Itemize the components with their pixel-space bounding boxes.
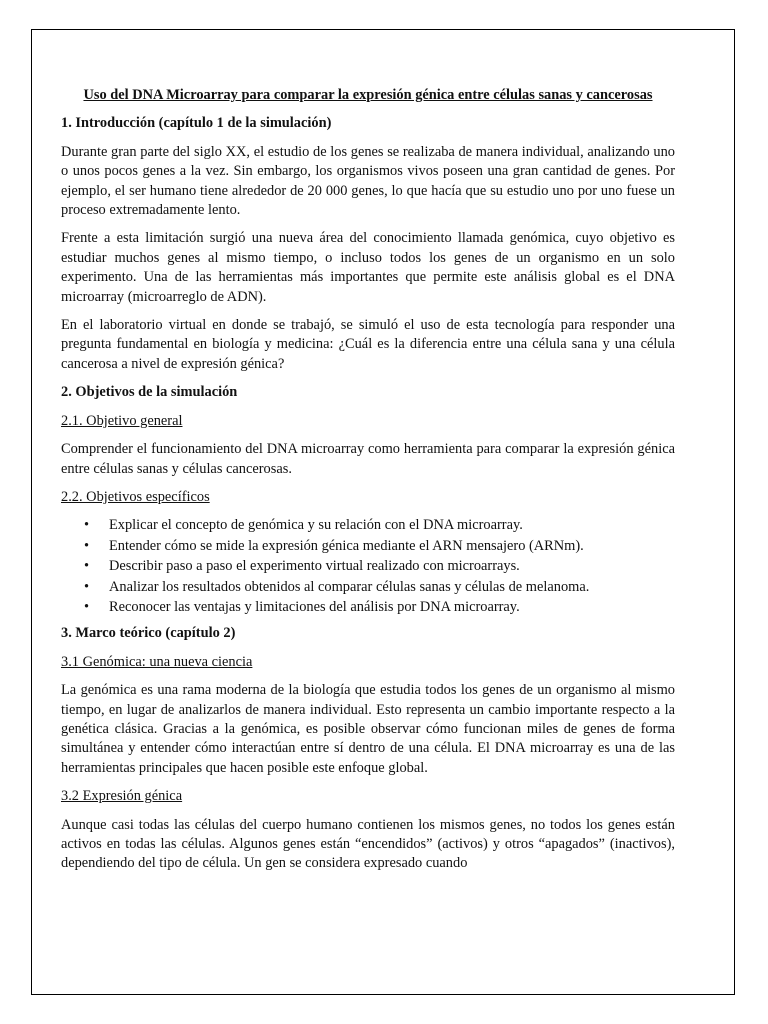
subsection-heading-objetivo-general: 2.1. Objetivo general — [61, 412, 183, 429]
list-item: • Reconocer las ventajas y limitaciones del análisis por DNA microarray. — [109, 598, 675, 617]
paragraph: Durante gran parte del siglo XX, el estudio de los genes se realizaba de manera individual, analizando uno o unos pocos genes a la vez. Sin embargo, los organismos vivos poseen una gran cantidad de genes. Por ejemplo, el ser humano tiene alrededor de 20 000 genes, lo que hacía que su estudio uno por uno fuese un proceso extremadamente lento. — [61, 143, 675, 219]
list-item: • Entender cómo se mide la expresión génica mediante el ARN mensajero (ARNm). — [109, 537, 675, 556]
paragraph: Comprender el funcionamiento del DNA microarray como herramienta para comparar la expresión génica entre células sanas y células cancerosas. — [61, 441, 675, 477]
bullet-icon: • — [84, 578, 90, 595]
list-item: • Describir paso a paso el experimento virtual realizado con microarrays. — [109, 557, 675, 576]
subsection-heading-genomica: 3.1 Genómica: una nueva ciencia — [61, 653, 253, 670]
bullet-icon: • — [84, 517, 90, 534]
section-heading-objetivos: 2. Objetivos de la simulación — [61, 384, 238, 401]
bullet-icon: • — [84, 598, 90, 615]
list-item: • Analizar los resultados obtenidos al comparar células sanas y células de melanoma. — [109, 578, 675, 597]
document-title: Uso del DNA Microarray para comparar la expresión génica entre células sanas y cancerosas — [83, 87, 653, 103]
subsection-heading-expresion-genica: 3.2 Expresión génica — [61, 788, 183, 805]
paragraph: En el laboratorio virtual en donde se trabajó, se simuló el uso de esta tecnología para responder una pregunta fundamental en biología y medicina: ¿Cuál es la diferencia entre una célula sana y una célula cancerosa a nivel de expresión génica? — [61, 317, 675, 372]
objectives-list — [61, 516, 675, 617]
paragraph: Frente a esta limitación surgió una nueva área del conocimiento llamada genómica, cuyo objetivo es estudiar muchos genes al mismo tiempo, o incluso todos los genes de un organismo en un solo experimento. Una de las herramientas más importantes que permite este análisis global es el DNA microarray (microarreglo de ADN). — [61, 230, 675, 305]
paragraph: La genómica es una rama moderna de la biología que estudia todos los genes de un organismo al mismo tiempo, en lugar de analizarlos de manera individual. Esto representa un cambio importante respecto a la genética clásica. Gracias a la genómica, es posible observar cómo funcionan miles de genes de forma simultánea y entender cómo interactúan entre sí dentro de una célula. El DNA microarray es una de las herramientas principales que hacen posible este enfoque global. — [61, 682, 675, 776]
section-heading-marco-teorico: 3. Marco teórico (capítulo 2) — [61, 625, 236, 642]
paragraph: Aunque casi todas las células del cuerpo humano contienen los mismos genes, no todos los genes están activos en todas las células. Algunos genes están “encendidos” (activos) y otros “apagados” (inactivos), dependiendo del tipo de célula. Un gen se considera expresado cuando — [61, 816, 675, 872]
section-heading-introduccion: 1. Introducción (capítulo 1 de la simulación) — [61, 115, 332, 132]
subsection-heading-objetivos-especificos: 2.2. Objetivos específicos — [61, 488, 210, 505]
bullet-icon: • — [84, 537, 90, 554]
list-item: • Explicar el concepto de genómica y su relación con el DNA microarray. — [109, 516, 675, 535]
document-body — [61, 86, 675, 883]
bullet-icon: • — [84, 558, 90, 575]
